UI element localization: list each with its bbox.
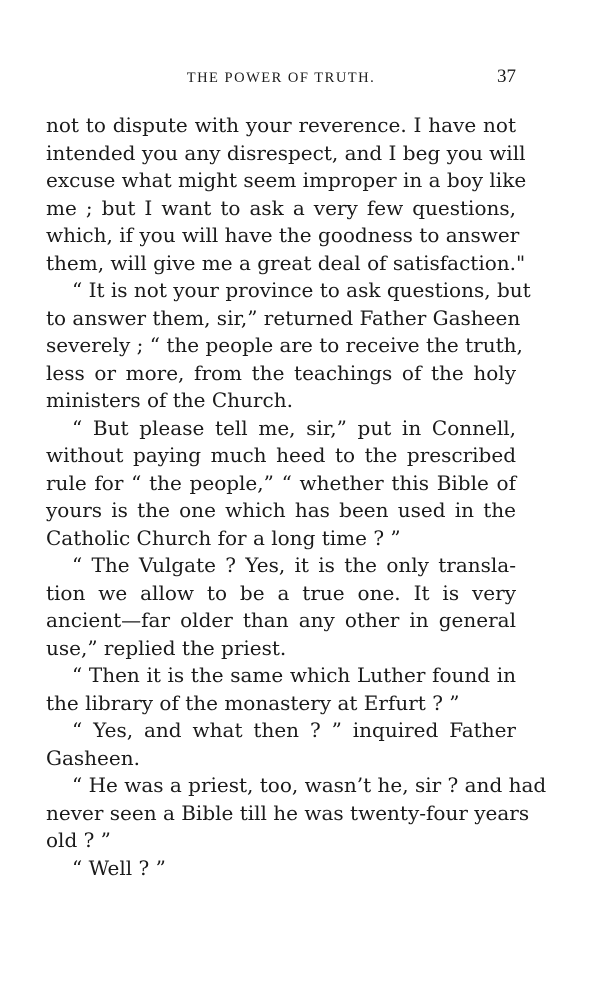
- text-line: “ Then it is the same which Luther found in: [72, 663, 516, 687]
- text-line: intended you any disrespect, and I beg you will: [46, 140, 526, 165]
- text-line: use,” replied the priest.: [46, 635, 287, 660]
- text-line: ancient—far older than any other in general: [46, 608, 516, 632]
- text-line: Catholic Church for a long time ? ”: [46, 525, 401, 550]
- text-line: “ He was a priest, too, wasn’t he, sir ? and had: [72, 773, 547, 797]
- text-line: “ It is not your province to ask questions, but: [72, 278, 531, 302]
- text-line: old ? ”: [46, 828, 111, 852]
- paragraph: [46, 415, 516, 553]
- body-text: [46, 112, 547, 882]
- text-line: me ; but I want to ask a very few questions,: [46, 195, 516, 220]
- text-line: rule for “ the people,” “ whether this Bible of: [46, 470, 516, 495]
- text-line: “ Well ? ”: [72, 855, 166, 880]
- paragraph: [46, 112, 527, 277]
- book-page: [46, 62, 547, 882]
- text-line: excuse what might seem improper in a boy like: [46, 168, 527, 192]
- text-line: ministers of the Church.: [46, 388, 293, 412]
- text-line: less or more, from the teachings of the holy: [46, 360, 516, 385]
- paragraph: [46, 277, 531, 415]
- text-line: tion we allow to be a true one. It is very: [46, 580, 516, 605]
- text-line: yours is the one which has been used in the: [46, 498, 516, 522]
- text-line: them, will give me a great deal of satisfaction.": [46, 250, 526, 275]
- text-line: “ Yes, and what then ? ” inquired Father: [72, 718, 516, 742]
- text-line: not to dispute with your reverence. I have not: [46, 113, 516, 137]
- running-head: [46, 62, 516, 98]
- text-line: to answer them, sir,” returned Father Gasheen: [46, 305, 521, 330]
- page-number: 37: [497, 66, 516, 87]
- text-line: Gasheen.: [46, 745, 140, 770]
- text-line: without paying much heed to the prescribed: [46, 443, 516, 467]
- text-line: “ But please tell me, sir,” put in Connell,: [72, 415, 516, 440]
- text-line: which, if you will have the goodness to answer: [46, 223, 520, 247]
- text-line: severely ; “ the people are to receive the truth,: [46, 333, 523, 357]
- paragraph: [46, 552, 516, 662]
- paragraph: [46, 772, 547, 855]
- paragraph: [46, 855, 516, 883]
- text-line: “ The Vulgate ? Yes, it is the only transla-: [72, 553, 516, 577]
- paragraph: [46, 717, 516, 772]
- text-line: never seen a Bible till he was twenty-four years: [46, 800, 530, 825]
- text-line: the library of the monastery at Erfurt ? ”: [46, 690, 460, 715]
- paragraph: [46, 662, 516, 717]
- running-title: THE POWER OF TRUTH.: [186, 70, 376, 86]
